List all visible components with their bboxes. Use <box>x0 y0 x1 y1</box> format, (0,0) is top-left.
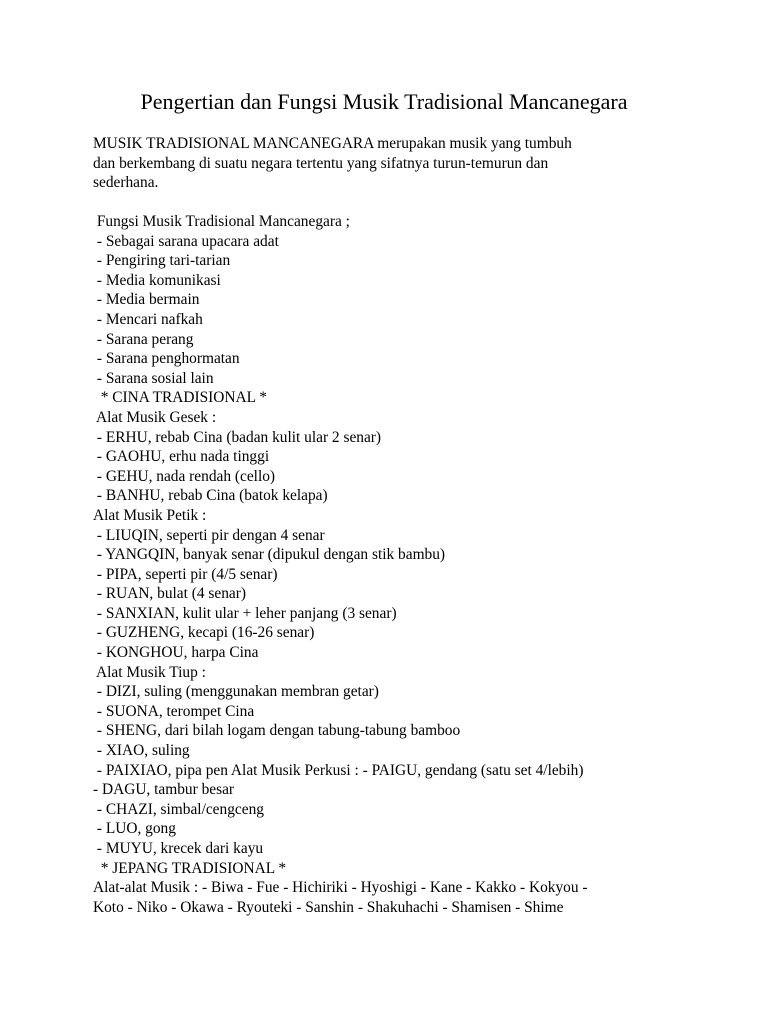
document-title: Pengertian dan Fungsi Musik Tradisional Mancanegara <box>140 89 628 114</box>
document-body <box>93 212 693 917</box>
list-item: - YANGQIN, banyak senar (dipukul dengan stik bambu) <box>93 546 446 564</box>
section-heading-cina: * CINA TRADISIONAL * <box>93 389 268 407</box>
list-item: - ERHU, rebab Cina (badan kulit ular 2 senar) <box>93 428 382 446</box>
list-item: - XIAO, suling <box>93 742 190 760</box>
list-item: - DAGU, tambur besar <box>93 781 235 799</box>
list-item: - KONGHOU, harpa Cina <box>93 644 259 662</box>
list-item: - Sebagai sarana upacara adat <box>93 232 279 250</box>
list-item: - Pengiring tari-tarian <box>93 252 231 270</box>
list-item: - GUZHENG, kecapi (16-26 senar) <box>93 624 315 642</box>
list-item: - SUONA, terompet Cina <box>93 702 255 720</box>
list-item: - Sarana penghormatan <box>93 350 240 368</box>
list-item: - RUAN, bulat (4 senar) <box>93 585 247 603</box>
intro-line: sederhana. <box>93 174 159 192</box>
list-item: - Media bermain <box>93 291 200 309</box>
list-item: - MUYU, krecek dari kayu <box>93 840 264 857</box>
instrument-list-line: Koto - Niko - Okawa - Ryouteki - Sanshin - Shakuhachi - Shamisen - Shime <box>93 898 564 916</box>
subheading-petik: Alat Musik Petik : <box>93 506 207 524</box>
subheading-tiup: Alat Musik Tiup : <box>93 663 206 681</box>
section-heading-jepang: * JEPANG TRADISIONAL * <box>93 859 287 877</box>
list-item: - LUO, gong <box>93 820 176 838</box>
list-item: - GEHU, nada rendah (cello) <box>93 467 276 485</box>
instrument-list-line: Alat-alat Musik : - Biwa - Fue - Hichiriki - Hyoshigi - Kane - Kakko - Kokyou - <box>93 879 588 897</box>
list-item: - PAIXIAO, pipa pen Alat Musik Perkusi : - PAIGU, gendang (satu set 4/lebih) <box>93 761 584 779</box>
intro-line: dan berkembang di suatu negara tertentu yang sifatnya turun-temurun dan <box>93 154 549 172</box>
intro-line: MUSIK TRADISIONAL MANCANEGARA merupakan musik yang tumbuh <box>93 135 572 152</box>
list-item: - SHENG, dari bilah logam dengan tabung-tabung bamboo <box>93 722 461 740</box>
list-item: - GAOHU, erhu nada tinggi <box>93 448 270 466</box>
list-item: - BANHU, rebab Cina (batok kelapa) <box>93 487 328 505</box>
intro-paragraph <box>93 134 693 193</box>
list-item: - CHAZI, simbal/cengceng <box>93 800 264 818</box>
list-item: - LIUQIN, seperti pir dengan 4 senar <box>93 526 325 544</box>
section-heading-fungsi: Fungsi Musik Tradisional Mancanegara ; <box>93 213 350 230</box>
list-item: - SANXIAN, kulit ular + leher panjang (3 senar) <box>93 604 397 622</box>
list-item: - Sarana sosial lain <box>93 369 214 387</box>
list-item: - DIZI, suling (menggunakan membran getar) <box>93 683 379 701</box>
list-item: - PIPA, seperti pir (4/5 senar) <box>93 565 278 583</box>
list-item: - Mencari nafkah <box>93 310 203 328</box>
list-item: - Media komunikasi <box>93 271 221 289</box>
subheading-gesek: Alat Musik Gesek : <box>93 408 217 426</box>
list-item: - Sarana perang <box>93 330 194 348</box>
